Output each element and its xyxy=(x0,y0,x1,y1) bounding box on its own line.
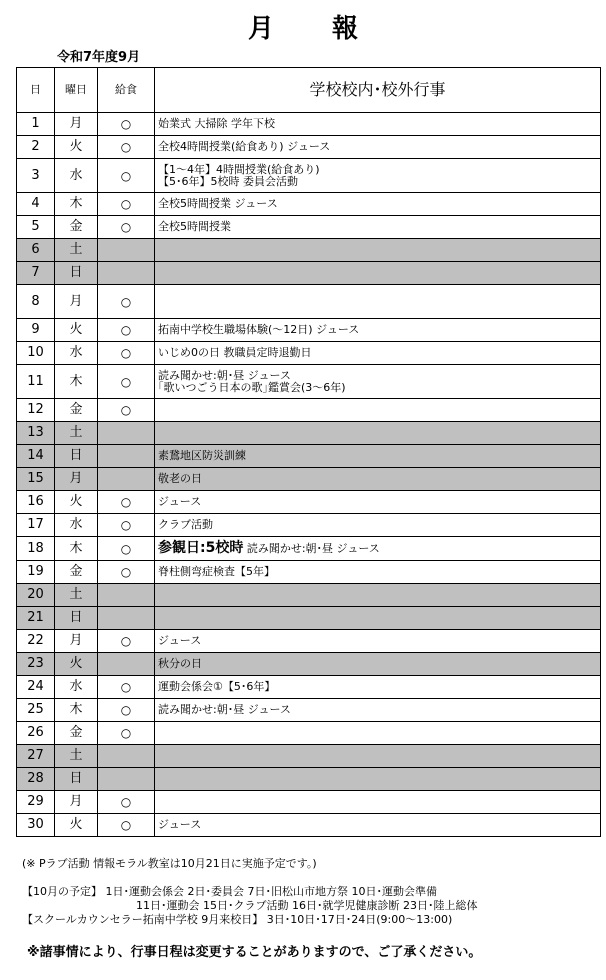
lunch-cell: ○ xyxy=(98,342,155,365)
events-cell xyxy=(155,216,601,239)
events-cell xyxy=(155,745,601,768)
table-row xyxy=(17,814,601,837)
day-cell: 17 xyxy=(17,514,55,537)
lunch-cell xyxy=(98,422,155,445)
lunch-cell: ○ xyxy=(98,319,155,342)
lunch-cell: ○ xyxy=(98,722,155,745)
events-cell xyxy=(155,699,601,722)
event-text: ジュース xyxy=(158,634,202,647)
event-text: 運動会係会①【5･6年】 xyxy=(158,680,276,693)
event-text: 全校4時間授業(給食あり) ジュース xyxy=(158,140,331,153)
weekday-cell: 水 xyxy=(55,342,98,365)
table-row xyxy=(17,561,601,584)
events-cell xyxy=(155,561,601,584)
lunch-cell xyxy=(98,745,155,768)
day-cell: 4 xyxy=(17,193,55,216)
events-cell xyxy=(155,584,601,607)
weekday-cell: 水 xyxy=(55,159,98,193)
table-header-row xyxy=(17,68,601,113)
weekday-cell: 月 xyxy=(55,791,98,814)
events-cell xyxy=(155,422,601,445)
table-row xyxy=(17,676,601,699)
header-day: 日 xyxy=(17,68,55,113)
events-cell xyxy=(155,113,601,136)
event-line xyxy=(158,118,600,130)
lunch-cell: ○ xyxy=(98,814,155,837)
table-row xyxy=(17,584,601,607)
lunch-cell xyxy=(98,607,155,630)
weekday-cell: 日 xyxy=(55,768,98,791)
event-text: 全校5時間授業 xyxy=(158,220,231,233)
table-row xyxy=(17,445,601,468)
event-line xyxy=(158,370,600,382)
lunch-cell: ○ xyxy=(98,216,155,239)
day-cell: 13 xyxy=(17,422,55,445)
day-cell: 2 xyxy=(17,136,55,159)
october-line-1: 【10月の予定】 1日･運動会係会 2日･委員会 7日･旧松山市地方祭 10日･運動会準備 xyxy=(22,885,437,898)
header-events: 学校校内･校外行事 xyxy=(155,68,601,113)
lunch-cell: ○ xyxy=(98,699,155,722)
table-row xyxy=(17,768,601,791)
events-cell xyxy=(155,537,601,561)
weekday-cell: 木 xyxy=(55,699,98,722)
lunch-cell: ○ xyxy=(98,491,155,514)
event-line xyxy=(158,450,600,462)
day-cell: 20 xyxy=(17,584,55,607)
weekday-cell: 月 xyxy=(55,285,98,319)
lunch-cell xyxy=(98,468,155,491)
weekday-cell: 月 xyxy=(55,468,98,491)
lunch-cell: ○ xyxy=(98,193,155,216)
lunch-cell: ○ xyxy=(98,514,155,537)
table-row xyxy=(17,193,601,216)
event-highlight: 参観日:5校時 xyxy=(158,540,244,556)
lunch-cell: ○ xyxy=(98,630,155,653)
lunch-cell: ○ xyxy=(98,365,155,399)
event-line xyxy=(158,473,600,485)
day-cell: 19 xyxy=(17,561,55,584)
event-text: クラブ活動 xyxy=(158,518,213,531)
table-row xyxy=(17,653,601,676)
event-text: ジュース xyxy=(158,495,202,508)
event-line xyxy=(158,519,600,531)
table-row xyxy=(17,159,601,193)
event-text: 素鵞地区防災訓練 xyxy=(158,449,246,462)
disclaimer: ※諸事情により、行事日程は変更することがありますので、ご了承ください。 xyxy=(27,945,482,960)
day-cell: 18 xyxy=(17,537,55,561)
day-cell: 16 xyxy=(17,491,55,514)
weekday-cell: 金 xyxy=(55,722,98,745)
upcoming-schedule xyxy=(22,885,602,927)
weekday-cell: 土 xyxy=(55,745,98,768)
event-text: 【1～4年】4時間授業(給食あり) xyxy=(158,162,320,176)
day-cell: 24 xyxy=(17,676,55,699)
events-cell xyxy=(155,514,601,537)
day-cell: 21 xyxy=(17,607,55,630)
weekday-cell: 土 xyxy=(55,239,98,262)
title-part-month: 月 xyxy=(247,14,274,44)
table-row xyxy=(17,365,601,399)
weekday-cell: 火 xyxy=(55,319,98,342)
weekday-cell: 水 xyxy=(55,676,98,699)
event-line xyxy=(158,164,600,176)
events-cell xyxy=(155,365,601,399)
events-cell xyxy=(155,653,601,676)
event-text: 脊柱側弯症検査【5年】 xyxy=(158,565,275,578)
day-cell: 11 xyxy=(17,365,55,399)
weekday-cell: 日 xyxy=(55,607,98,630)
events-cell xyxy=(155,445,601,468)
lunch-cell xyxy=(98,239,155,262)
event-text: いじめ0の日 教職員定時退勤日 xyxy=(158,346,312,359)
events-cell xyxy=(155,814,601,837)
events-cell xyxy=(155,399,601,422)
header-weekday: 曜日 xyxy=(55,68,98,113)
event-line xyxy=(158,542,600,555)
october-line-2: 11日･運動会 15日･クラブ活動 16日･就学児健康診断 23日･陸上総体 xyxy=(136,899,478,912)
event-line xyxy=(158,141,600,153)
day-cell: 9 xyxy=(17,319,55,342)
lunch-cell: ○ xyxy=(98,676,155,699)
table-row xyxy=(17,514,601,537)
day-cell: 8 xyxy=(17,285,55,319)
table-row xyxy=(17,319,601,342)
event-text: 読み聞かせ:朝･昼 ジュース xyxy=(243,542,380,555)
day-cell: 5 xyxy=(17,216,55,239)
event-line-2: ｢歌いつごう日本の歌｣鑑賞会(3～6年) xyxy=(158,380,346,394)
event-line xyxy=(158,681,600,693)
title-part-report: 報 xyxy=(332,14,359,44)
event-line xyxy=(158,635,600,647)
lunch-cell: ○ xyxy=(98,791,155,814)
weekday-cell: 金 xyxy=(55,216,98,239)
event-text: 全校5時間授業 ジュース xyxy=(158,197,278,210)
event-text: 拓南中学校生職場体験(～12日) ジュース xyxy=(158,323,360,336)
weekday-cell: 月 xyxy=(55,630,98,653)
day-cell: 15 xyxy=(17,468,55,491)
lunch-cell: ○ xyxy=(98,159,155,193)
header-lunch: 給食 xyxy=(98,68,155,113)
events-cell xyxy=(155,468,601,491)
lunch-cell: ○ xyxy=(98,136,155,159)
table-row xyxy=(17,216,601,239)
weekday-cell: 金 xyxy=(55,561,98,584)
event-line xyxy=(158,704,600,716)
events-cell xyxy=(155,262,601,285)
event-text: 始業式 大掃除 学年下校 xyxy=(158,117,275,130)
events-cell xyxy=(155,607,601,630)
event-text: 読み聞かせ:朝･昼 ジュース xyxy=(158,703,291,716)
table-row xyxy=(17,342,601,365)
weekday-cell: 木 xyxy=(55,365,98,399)
day-cell: 27 xyxy=(17,745,55,768)
table-row xyxy=(17,136,601,159)
table-row xyxy=(17,239,601,262)
weekday-cell: 水 xyxy=(55,514,98,537)
weekday-cell: 日 xyxy=(55,445,98,468)
weekday-cell: 土 xyxy=(55,584,98,607)
club-note: (※ Pラブ活動 情報モラル教室は10月21日に実施予定です。) xyxy=(22,857,317,870)
weekday-cell: 木 xyxy=(55,537,98,561)
lunch-cell xyxy=(98,584,155,607)
events-cell xyxy=(155,319,601,342)
table-row xyxy=(17,607,601,630)
lunch-cell: ○ xyxy=(98,285,155,319)
report-period: 令和7年度9月 xyxy=(57,50,141,65)
weekday-cell: 火 xyxy=(55,653,98,676)
event-line xyxy=(158,496,600,508)
lunch-cell: ○ xyxy=(98,561,155,584)
day-cell: 28 xyxy=(17,768,55,791)
events-cell xyxy=(155,676,601,699)
events-cell xyxy=(155,768,601,791)
event-line xyxy=(158,658,600,670)
table-row xyxy=(17,285,601,319)
lunch-cell xyxy=(98,262,155,285)
weekday-cell: 火 xyxy=(55,136,98,159)
weekday-cell: 火 xyxy=(55,814,98,837)
table-row xyxy=(17,113,601,136)
events-cell xyxy=(155,193,601,216)
event-line xyxy=(158,347,600,359)
table-row xyxy=(17,699,601,722)
table-row xyxy=(17,262,601,285)
weekday-cell: 土 xyxy=(55,422,98,445)
day-cell: 30 xyxy=(17,814,55,837)
events-cell xyxy=(155,791,601,814)
table-row xyxy=(17,791,601,814)
lunch-cell: ○ xyxy=(98,113,155,136)
events-cell xyxy=(155,491,601,514)
event-line xyxy=(158,324,600,336)
day-cell: 23 xyxy=(17,653,55,676)
events-cell xyxy=(155,239,601,262)
day-cell: 26 xyxy=(17,722,55,745)
lunch-cell xyxy=(98,768,155,791)
lunch-cell: ○ xyxy=(98,537,155,561)
lunch-cell xyxy=(98,445,155,468)
table-row xyxy=(17,422,601,445)
table-row xyxy=(17,722,601,745)
event-text: 敬老の日 xyxy=(158,472,202,485)
events-cell xyxy=(155,136,601,159)
day-cell: 6 xyxy=(17,239,55,262)
day-cell: 3 xyxy=(17,159,55,193)
weekday-cell: 月 xyxy=(55,113,98,136)
day-cell: 22 xyxy=(17,630,55,653)
lunch-cell: ○ xyxy=(98,399,155,422)
event-line xyxy=(158,819,600,831)
weekday-cell: 金 xyxy=(55,399,98,422)
weekday-cell: 火 xyxy=(55,491,98,514)
events-cell xyxy=(155,630,601,653)
table-row xyxy=(17,630,601,653)
table-row xyxy=(17,468,601,491)
day-cell: 1 xyxy=(17,113,55,136)
event-line xyxy=(158,566,600,578)
day-cell: 12 xyxy=(17,399,55,422)
events-cell xyxy=(155,159,601,193)
event-line xyxy=(158,221,600,233)
table-row xyxy=(17,491,601,514)
table-row xyxy=(17,745,601,768)
day-cell: 10 xyxy=(17,342,55,365)
events-cell xyxy=(155,285,601,319)
day-cell: 7 xyxy=(17,262,55,285)
table-row xyxy=(17,537,601,561)
weekday-cell: 木 xyxy=(55,193,98,216)
day-cell: 25 xyxy=(17,699,55,722)
weekday-cell: 日 xyxy=(55,262,98,285)
events-cell xyxy=(155,722,601,745)
counselor-line: 【スクールカウンセラー拓南中学校 9月来校日】 3日･10日･17日･24日(9:00～13:00) xyxy=(22,913,453,926)
event-line xyxy=(158,198,600,210)
monthly-schedule-table xyxy=(16,67,601,837)
event-text: ジュース xyxy=(158,818,202,831)
table-row xyxy=(17,399,601,422)
events-cell xyxy=(155,342,601,365)
event-text: 秋分の日 xyxy=(158,657,202,670)
page-title xyxy=(0,8,606,45)
day-cell: 29 xyxy=(17,791,55,814)
event-line-2: 【5･6年】5校時 委員会活動 xyxy=(158,174,298,188)
event-text: 読み聞かせ:朝･昼 ジュース xyxy=(158,368,291,382)
lunch-cell xyxy=(98,653,155,676)
day-cell: 14 xyxy=(17,445,55,468)
